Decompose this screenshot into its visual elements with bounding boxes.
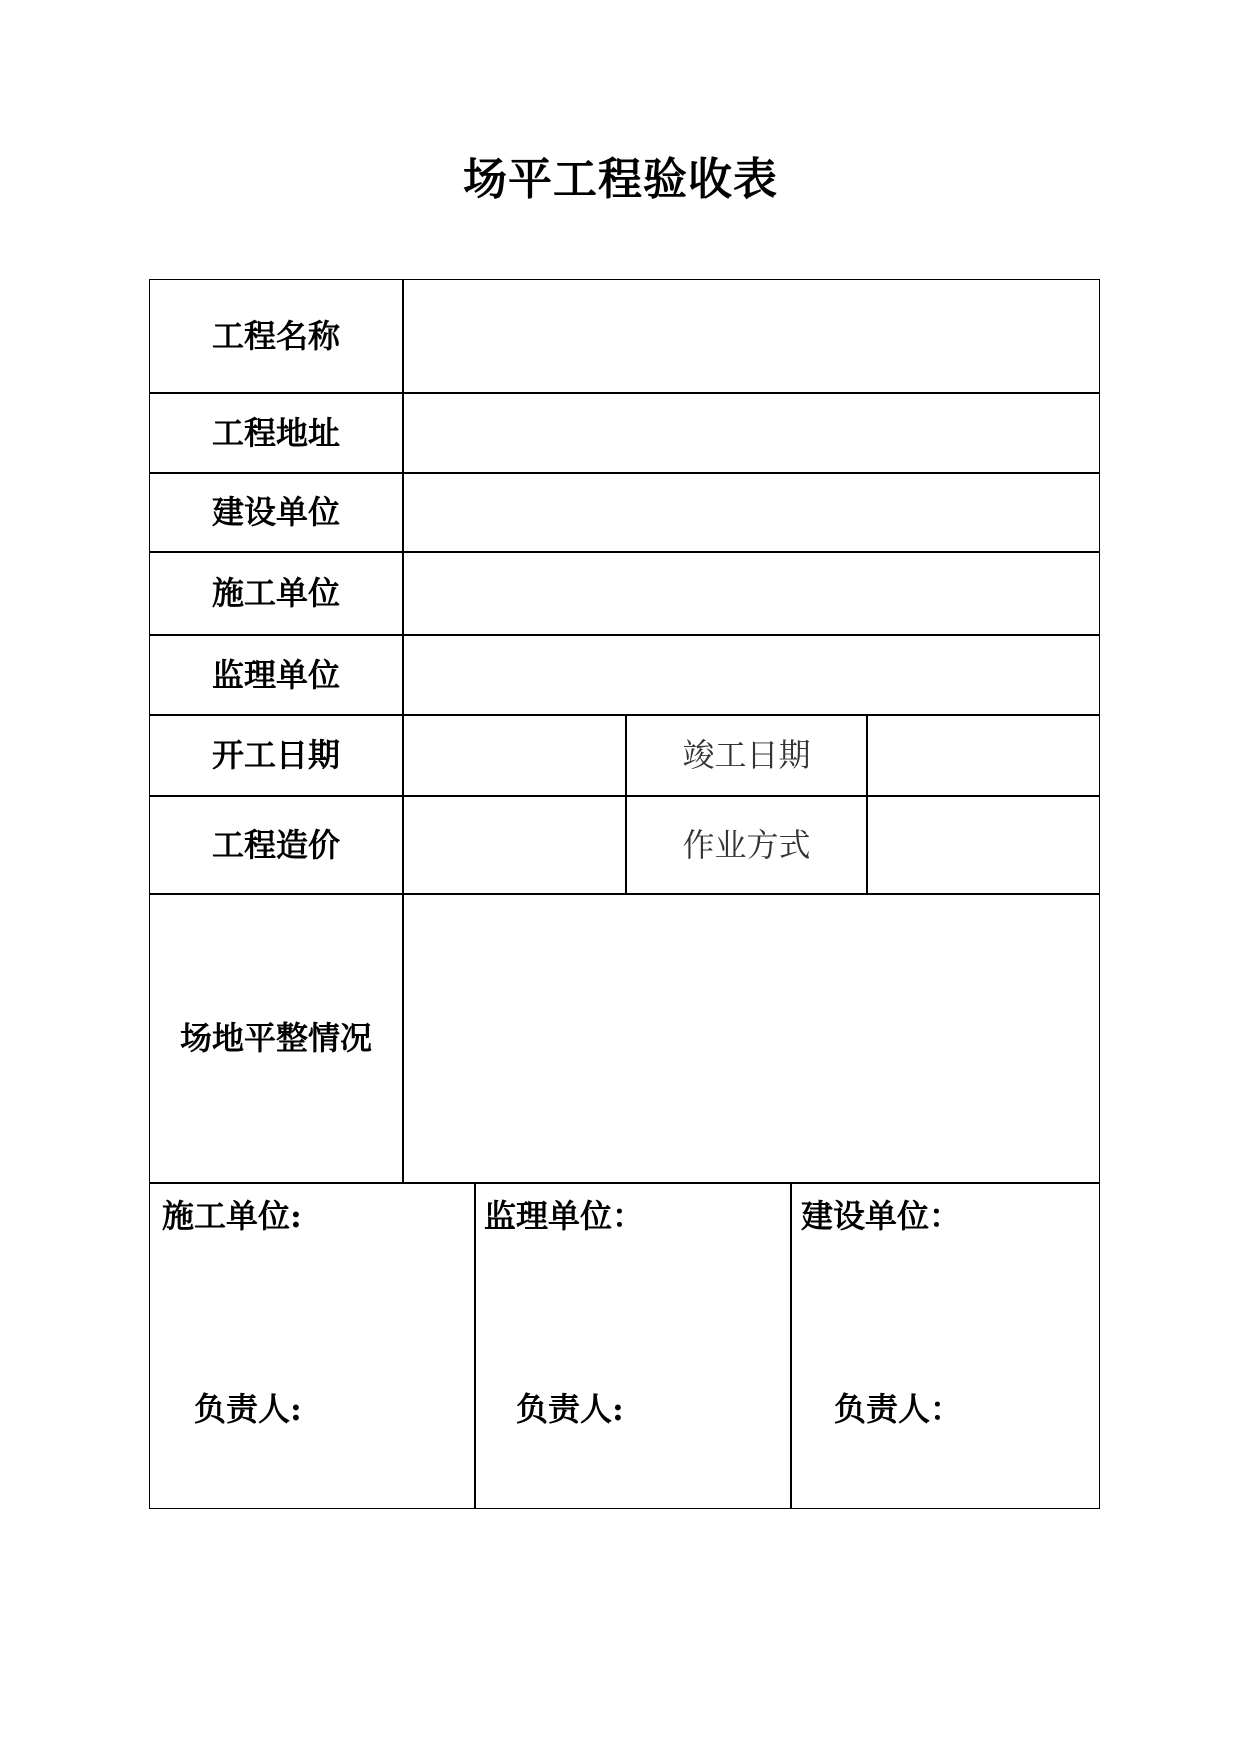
signature-divider [790,1182,792,1508]
acceptance-form-table [149,279,1100,1509]
row-divider [150,1182,1099,1184]
signature-supervision-person-label: 负责人: [516,1390,624,1428]
site-leveling-field[interactable] [404,894,1099,1182]
project-cost-label: 工程造价 [211,825,340,864]
signature-supervision-unit-label: 监理单位： [484,1197,645,1235]
supervision-unit-label: 监理单位 [211,655,340,694]
signature-owner-unit-label: 建设单位： [801,1197,962,1235]
site-leveling-label: 场地平整情况 [179,1019,372,1057]
work-mode-label: 作业方式 [682,825,811,864]
start-date-label: 开工日期 [211,736,340,774]
work-mode-field[interactable] [868,796,1099,893]
owner-unit-field[interactable] [404,473,1099,551]
project-name-label: 工程名称 [211,317,340,355]
project-address-label: 工程地址 [211,413,340,452]
signature-owner-person-label: 负责人： [834,1390,963,1428]
construction-unit-label: 施工单位 [211,574,340,612]
signature-construction-unit-label: 施工单位: [162,1197,302,1235]
signature-divider [474,1182,476,1508]
project-name-field[interactable] [404,280,1099,392]
start-date-field[interactable] [404,715,625,795]
form-title: 场平工程验收表 [463,154,778,205]
supervision-unit-field[interactable] [404,635,1099,714]
project-cost-field[interactable] [404,796,625,893]
owner-unit-label: 建设单位 [211,493,340,531]
construction-unit-field[interactable] [404,552,1099,634]
completion-date-label: 竣工日期 [682,736,811,774]
signature-construction-person-label: 负责人: [194,1390,302,1428]
project-address-field[interactable] [404,393,1099,472]
completion-date-field[interactable] [868,715,1099,795]
